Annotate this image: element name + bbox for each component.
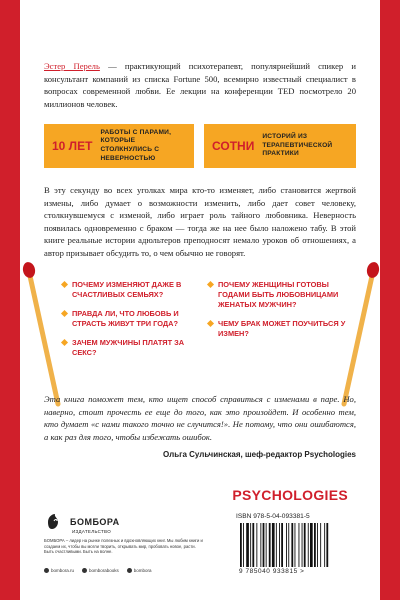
stat-years-value: 10 ЛЕТ: [52, 139, 93, 153]
diamond-bullet-icon: [61, 281, 68, 288]
question-item: ПРАВДА ЛИ, ЧТО ЛЮБОВЬ И СТРАСТЬ ЖИВУТ ТРИ ГОДА?: [62, 309, 202, 329]
stat-stories: [204, 124, 356, 168]
publisher-brand: БОМБОРА: [70, 517, 120, 527]
right-red-band: [380, 0, 400, 600]
questions-right: [208, 280, 348, 348]
diamond-bullet-icon: [61, 339, 68, 346]
instagram-icon: [127, 568, 132, 573]
author-name: Эстер Перель: [44, 61, 100, 71]
author-intro: [44, 60, 356, 110]
social-site[interactable]: bombora.ru: [44, 568, 74, 573]
publisher-socials: [44, 568, 152, 573]
globe-icon: [44, 568, 49, 573]
isbn: ISBN 978-5-04-093381-5: [236, 513, 310, 520]
stat-years-label: РАБОТЫ С ПАРАМИ, КОТОРЫЕ СТОЛКНУЛИСЬ С НЕВЕРНОСТЬЮ: [100, 128, 172, 162]
question-item: ЗАЧЕМ МУЖЧИНЫ ПЛАТЯТ ЗА СЕКС?: [62, 338, 202, 358]
question-item: ЧЕМУ БРАК МОЖЕТ ПОУЧИТЬСЯ У ИЗМЕН?: [208, 319, 348, 339]
stat-stories-label: ИСТОРИЙ ИЗ ТЕРАПЕВТИЧЕСКОЙ ПРАКТИКИ: [262, 133, 333, 158]
stat-years: [44, 124, 194, 168]
social-vk[interactable]: bomborabooks: [82, 568, 119, 573]
left-match-icon: [22, 258, 66, 408]
publisher-sub: ИЗДАТЕЛЬСТВО: [72, 529, 112, 534]
editor-quote: Эта книга поможет тем, кто ищет способ справиться с изменами в паре. Но, наверно, стоит прочесть ее еще до того, как это произойдет. И особенно тем, кто думает «с нами такого точно не случится!». Не потому, что они ошибаются, а как раз для того, чтобы избежать ошибок.: [44, 394, 356, 442]
question-item: ПОЧЕМУ ИЗМЕНЯЮТ ДАЖЕ В СЧАСТЛИВЫХ СЕМЬЯХ?: [62, 280, 202, 300]
description-paragraph: В эту секунду во всех уголках мира кто-то изменяет, либо становится жертвой измены, либо думает о возможности изменить, либо дает совет человеку, столкнувшемуся с изменой, либо играет роль тайного любовника. Неверность появилась одновременно с браком — тогда же на нее было наложено табу. В этой книге реальные истории адюльтеров преподносят немало уроков об отношениях, а автор призывает обсудить то, о чем обычно не говорят.: [44, 185, 356, 258]
questions-left: [62, 280, 202, 367]
diamond-bullet-icon: [207, 281, 214, 288]
diamond-bullet-icon: [61, 310, 68, 317]
bombora-logo-icon: [44, 512, 64, 532]
left-red-band: [0, 0, 20, 600]
vk-icon: [82, 568, 87, 573]
publisher-blurb: БОМБОРА – лидер на рынке полезных и вдохновляющих книг. Мы любим книги и создаем их, чтобы вы могли творить, открывать мир, пробовать новое, расти. Быть счастливыми. Быть на волне.: [44, 538, 203, 555]
psychologies-logo: PSYCHOLOGIES: [232, 487, 348, 503]
barcode-number: 9 785040 933815 >: [239, 568, 305, 575]
quote-signature: Ольга Сульчинская, шеф-редактор Psychologies: [163, 450, 356, 459]
social-instagram[interactable]: bombora: [127, 568, 152, 573]
author-bio: — практикующий психотерапевт, популярнейший спикер и консультант компаний из списка Fortune 500, всемирно известный специалист в вопросах современной любви. Ее лекции на конференции TED посмотрело 20 миллионов человек.: [44, 61, 356, 109]
question-item: ПОЧЕМУ ЖЕНЩИНЫ ГОТОВЫ ГОДАМИ БЫТЬ ЛЮБОВНИЦАМИ ЖЕНАТЫХ МУЖЧИН?: [208, 280, 348, 310]
diamond-bullet-icon: [207, 320, 214, 327]
publisher-logo: [44, 512, 134, 534]
stat-stories-value: СОТНИ: [212, 139, 255, 153]
